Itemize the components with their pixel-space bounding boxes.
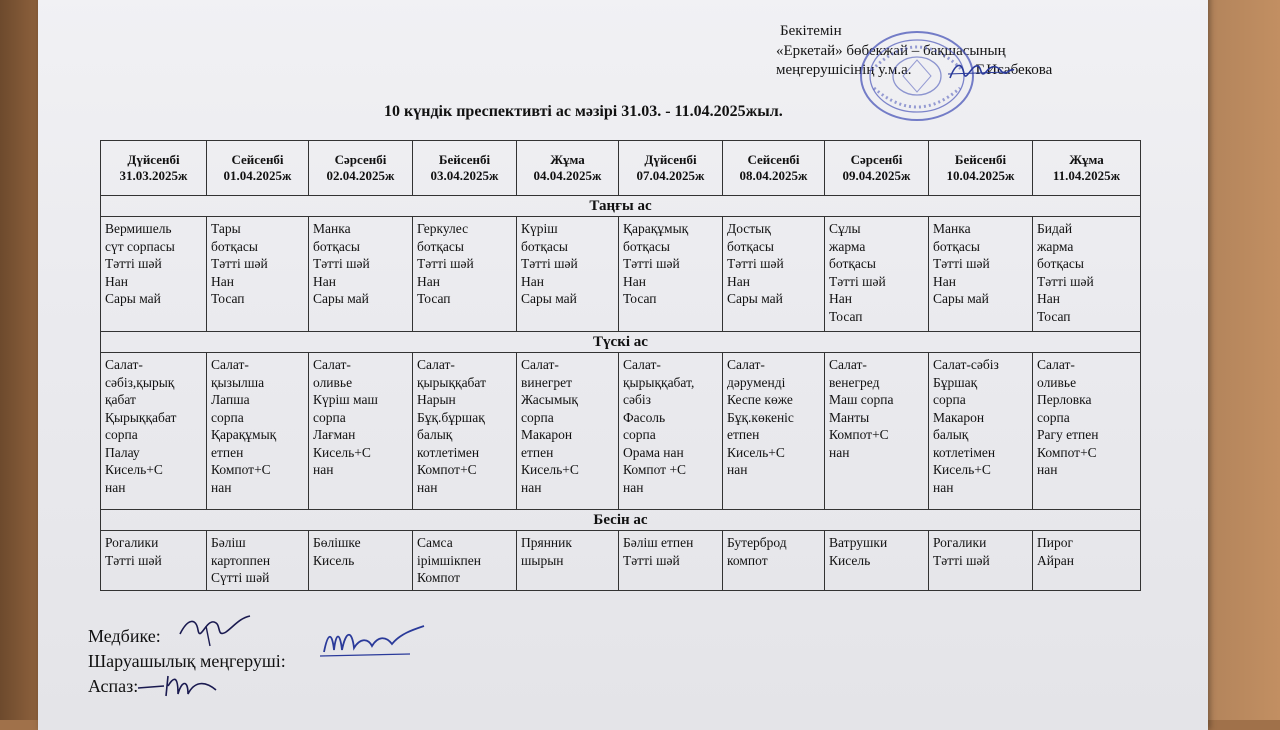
dish-line: сорпа	[933, 392, 966, 407]
dish-line: Сары май	[521, 291, 577, 306]
dish-line: Кисель	[829, 552, 871, 568]
approver-name: Г.Исабекова	[975, 62, 1053, 78]
day-name: Дүйсенбі	[127, 152, 180, 167]
approval-line-1: Бекітемін	[780, 23, 842, 39]
snack-cell-4	[517, 531, 619, 591]
snack-row	[101, 531, 1141, 591]
dish-line: Күріш	[521, 221, 558, 236]
dish-line: шырын	[521, 552, 564, 568]
day-date: 08.04.2025ж	[739, 168, 808, 183]
dish-line: Айран	[1037, 552, 1074, 568]
day-name: Сейсенбі	[231, 152, 284, 167]
dish-line: сорпа	[105, 427, 138, 442]
dish-line: Нан	[933, 273, 956, 289]
breakfast-cell-0	[101, 217, 207, 332]
dish-line: Достық	[727, 221, 771, 236]
dish-line: етпен	[727, 427, 760, 442]
dish-line: Кисель+С	[313, 444, 371, 460]
dish-line: Бәліш	[211, 535, 246, 550]
dish-line: нан	[105, 479, 126, 495]
dish-line: нан	[1037, 462, 1058, 477]
dish-line: балық	[933, 427, 969, 442]
dish-line: қызылша	[211, 374, 265, 390]
lunch-cell-3	[413, 353, 517, 510]
dish-line: нан	[933, 479, 954, 495]
dish-line: Тәтті шәй	[623, 256, 680, 271]
dish-line: Салат-	[521, 357, 559, 372]
dish-line: Салат-	[1037, 357, 1075, 372]
dish-line: оливье	[313, 374, 353, 390]
breakfast-cell-1	[207, 217, 309, 332]
day-name: Сәрсенбі	[850, 152, 903, 167]
dish-line: сорпа	[623, 427, 656, 442]
dish-line: қабат	[105, 392, 136, 407]
dish-line: Күріш маш	[313, 392, 378, 407]
breakfast-cell-7	[825, 217, 929, 332]
snack-cell-1	[207, 531, 309, 591]
day-header-3	[413, 141, 517, 196]
breakfast-cell-3	[413, 217, 517, 332]
snack-cell-0	[101, 531, 207, 591]
dish-line: Кисель	[313, 552, 355, 568]
dish-line: Тәтті шәй	[313, 256, 370, 271]
day-date: 04.04.2025ж	[533, 168, 602, 183]
dish-line: Рагу етпен	[1037, 427, 1099, 442]
dish-line: Салат-	[417, 357, 455, 372]
lunch-cell-6	[723, 353, 825, 510]
dish-line: Тәтті шәй	[105, 552, 162, 568]
breakfast-cell-5	[619, 217, 723, 332]
day-header-5	[619, 141, 723, 196]
dish-line: Пирог	[1037, 535, 1074, 550]
lunch-cell-9	[1033, 353, 1141, 510]
day-name: Бейсенбі	[438, 152, 491, 167]
dish-line: Нан	[1037, 291, 1060, 306]
dish-line: Сары май	[727, 291, 783, 306]
dish-line: Компот	[417, 570, 461, 585]
manager-signature	[320, 622, 430, 662]
day-header-row	[101, 141, 1141, 196]
dish-line: Нан	[623, 273, 646, 289]
day-header-9	[1033, 141, 1141, 196]
dish-line: сорпа	[211, 409, 244, 425]
dish-line: Тосап	[211, 291, 245, 306]
dish-line: Тәтті шәй	[211, 256, 268, 271]
dish-line: Тосап	[417, 291, 451, 306]
breakfast-cell-8	[929, 217, 1033, 332]
dish-line: ботқасы	[313, 238, 360, 254]
dish-line: Нан	[313, 273, 336, 289]
dish-line: нан	[623, 479, 644, 495]
dish-line: нан	[727, 462, 748, 477]
lunch-cell-8	[929, 353, 1033, 510]
dish-line: қырыққабат,	[623, 374, 695, 390]
breakfast-cell-4	[517, 217, 619, 332]
dish-line: Салат-сәбіз	[933, 357, 999, 372]
breakfast-cell-6	[723, 217, 825, 332]
dish-line: Тосап	[1037, 308, 1071, 324]
dish-line: венегред	[829, 374, 880, 390]
dish-line: Рогалики	[105, 535, 159, 550]
day-header-1	[207, 141, 309, 196]
dish-line: Тосап	[829, 308, 863, 324]
dish-line: Тәтті шәй	[417, 256, 474, 271]
dish-line: Нан	[105, 273, 128, 289]
dish-line: Салат-	[105, 357, 143, 372]
snack-cell-5	[619, 531, 723, 591]
dish-line: Тәтті шәй	[1037, 273, 1094, 289]
dish-line: Нан	[521, 273, 544, 289]
lunch-cell-7	[825, 353, 929, 510]
day-header-4	[517, 141, 619, 196]
dish-line: сорпа	[1037, 409, 1070, 425]
dish-line: Компот+С	[829, 427, 889, 442]
lunch-cell-1	[207, 353, 309, 510]
dish-line: Самса	[417, 535, 453, 550]
dish-line: Орама нан	[623, 444, 684, 460]
dish-line: Кисель+С	[105, 462, 163, 477]
dish-line: Сары май	[313, 291, 369, 306]
day-date: 09.04.2025ж	[842, 168, 911, 183]
dish-line: Тәтті шәй	[623, 552, 680, 568]
dish-line: Ватрушки	[829, 535, 888, 550]
snack-cell-2	[309, 531, 413, 591]
cook-signature	[134, 670, 224, 702]
snack-cell-9	[1033, 531, 1141, 591]
breakfast-cell-9	[1033, 217, 1141, 332]
day-name: Жұма	[1069, 152, 1104, 167]
dish-line: ботқасы	[623, 238, 670, 254]
day-name: Дүйсенбі	[644, 152, 697, 167]
dish-line: оливье	[1037, 374, 1077, 390]
dish-line: Бидай	[1037, 221, 1073, 236]
dish-line: Салат-	[829, 357, 867, 372]
dish-line: сүт сорпасы	[105, 238, 175, 254]
dish-line: Кисель+С	[727, 444, 785, 460]
dish-line: ірімшікпен	[417, 552, 481, 568]
dish-line: жарма	[829, 238, 866, 254]
dish-line: Фасоль	[623, 409, 666, 425]
day-date: 10.04.2025ж	[946, 168, 1015, 183]
dish-line: ботқасы	[417, 238, 464, 254]
dish-line: Салат-	[727, 357, 765, 372]
day-name: Бейсенбі	[954, 152, 1007, 167]
day-date: 02.04.2025ж	[326, 168, 395, 183]
cook-label: Аспаз:	[88, 676, 139, 696]
day-name: Жұма	[550, 152, 585, 167]
dish-line: нан	[417, 479, 438, 495]
dish-line: Тәтті шәй	[933, 552, 990, 568]
lunch-cell-5	[619, 353, 723, 510]
dish-line: компот	[727, 552, 768, 568]
dish-line: Кисель+С	[521, 462, 579, 477]
dish-line: Тәтті шәй	[521, 256, 578, 271]
dish-line: Нан	[211, 273, 234, 289]
dish-line: Тәтті шәй	[105, 256, 162, 271]
wood-surface-left	[0, 0, 40, 720]
dish-line: Палау	[105, 444, 140, 460]
dish-line: дәруменді	[727, 374, 786, 390]
dish-line: Сары май	[105, 291, 161, 306]
dish-line: Қарақұмық	[211, 427, 277, 442]
dish-line: Лапша	[211, 392, 250, 407]
dish-line: сорпа	[521, 409, 554, 425]
day-date: 07.04.2025ж	[636, 168, 705, 183]
dish-line: винегрет	[521, 374, 572, 390]
dish-line: Манка	[933, 221, 971, 236]
dish-line: Салат-	[313, 357, 351, 372]
dish-line: ботқасы	[1037, 256, 1084, 271]
dish-line: етпен	[521, 444, 554, 460]
dish-line: Нан	[727, 273, 750, 289]
day-date: 31.03.2025ж	[119, 168, 188, 183]
day-header-7	[825, 141, 929, 196]
dish-line: Жасымық	[521, 392, 578, 407]
dish-line: Тәтті шәй	[727, 256, 784, 271]
dish-line: Рогалики	[933, 535, 987, 550]
lunch-cell-0	[101, 353, 207, 510]
manager-label: Шаруашылық меңгеруші:	[88, 651, 286, 671]
dish-line: Сары май	[933, 291, 989, 306]
dish-line: нан	[521, 479, 542, 495]
dish-line: нан	[829, 444, 850, 460]
dish-line: Нан	[417, 273, 440, 289]
dish-line: Кисель+С	[933, 462, 991, 477]
dish-line: сорпа	[313, 409, 346, 425]
dish-line: Бәліш етпен	[623, 535, 694, 550]
snack-cell-6	[723, 531, 825, 591]
dish-line: Макарон	[933, 409, 985, 425]
day-date: 03.04.2025ж	[430, 168, 499, 183]
dish-line: Нан	[829, 291, 852, 306]
dish-line: Қарақұмық	[623, 221, 689, 236]
approval-line-2: «Еркетай» бөбекжай – бақшасының	[776, 42, 1006, 59]
dish-line: Бутерброд	[727, 535, 787, 550]
dish-line: Қырыққабат	[105, 409, 177, 425]
dish-line: ботқасы	[933, 238, 980, 254]
dish-line: қырыққабат	[417, 374, 486, 390]
dish-line: Кеспе көже	[727, 392, 793, 407]
dish-line: жарма	[1037, 238, 1074, 254]
dish-line: Маш сорпа	[829, 392, 894, 407]
dish-line: Макарон	[521, 427, 573, 442]
dish-line: котлетімен	[417, 444, 480, 460]
lunch-cell-2	[309, 353, 413, 510]
snack-cell-7	[825, 531, 929, 591]
dish-line: Тәтті шәй	[829, 273, 886, 289]
dish-line: Вермишель	[105, 221, 172, 236]
dish-line: Геркулес	[417, 221, 469, 236]
dish-line: Манты	[829, 409, 870, 425]
dish-line: Бөлішке	[313, 535, 361, 550]
menu-title: 10 күндік преспективті ас мәзірі 31.03. - 11.04.2025жыл.	[384, 103, 783, 120]
dish-line: ботқасы	[727, 238, 774, 254]
dish-line: котлетімен	[933, 444, 996, 460]
section-lunch: Түскі ас	[101, 332, 1141, 353]
dish-line: Прянник	[521, 535, 572, 550]
dish-line: Лағман	[313, 427, 356, 442]
dish-line: ботқасы	[829, 256, 876, 271]
snack-cell-8	[929, 531, 1033, 591]
approver-signature	[946, 58, 1016, 84]
snack-cell-3	[413, 531, 517, 591]
lunch-row	[101, 353, 1141, 510]
lunch-cell-4	[517, 353, 619, 510]
section-breakfast: Таңғы ас	[101, 196, 1141, 217]
day-header-8	[929, 141, 1033, 196]
day-name: Сәрсенбі	[334, 152, 387, 167]
dish-line: ботқасы	[521, 238, 568, 254]
day-date: 11.04.2025ж	[1052, 168, 1121, 183]
dish-line: картоппен	[211, 552, 271, 568]
dish-line: Манка	[313, 221, 351, 236]
dish-line: Бұршақ	[933, 374, 978, 390]
day-date: 01.04.2025ж	[223, 168, 292, 183]
dish-line: Сұлы	[829, 221, 861, 236]
day-header-6	[723, 141, 825, 196]
day-header-0	[101, 141, 207, 196]
breakfast-cell-2	[309, 217, 413, 332]
dish-line: ботқасы	[211, 238, 258, 254]
dish-line: нан	[211, 479, 232, 495]
dish-line: Бұқ.көкеніс	[727, 409, 794, 425]
dish-line: Нарын	[417, 392, 456, 407]
dish-line: Сүтті шәй	[211, 570, 270, 585]
dish-line: сәбіз,қырық	[105, 374, 175, 390]
dish-line: Перловка	[1037, 392, 1092, 407]
approval-line-3: меңгерушісінің у.м.а. Г.Исабекова	[776, 62, 1053, 78]
dish-line: етпен	[211, 444, 244, 460]
dish-line: Тәтті шәй	[933, 256, 990, 271]
section-snack: Бесін ас	[101, 510, 1141, 531]
dish-line: балық	[417, 427, 453, 442]
dish-line: Компот+С	[211, 462, 271, 477]
day-name: Сейсенбі	[747, 152, 800, 167]
dish-line: Бұқ.бұршақ	[417, 409, 485, 425]
dish-line: Компот+С	[1037, 444, 1097, 460]
dish-line: нан	[313, 462, 334, 477]
dish-line: Тосап	[623, 291, 657, 306]
nurse-label: Медбике:	[88, 626, 161, 646]
dish-line: Компот +С	[623, 462, 687, 477]
menu-table	[100, 140, 1141, 591]
nurse-signature	[176, 612, 256, 648]
dish-line: Тары	[211, 221, 241, 236]
dish-line: сәбіз	[623, 392, 651, 407]
breakfast-row	[101, 217, 1141, 332]
dish-line: Компот+С	[417, 462, 477, 477]
dish-line: Салат-	[623, 357, 661, 372]
dish-line: Салат-	[211, 357, 249, 372]
day-header-2	[309, 141, 413, 196]
